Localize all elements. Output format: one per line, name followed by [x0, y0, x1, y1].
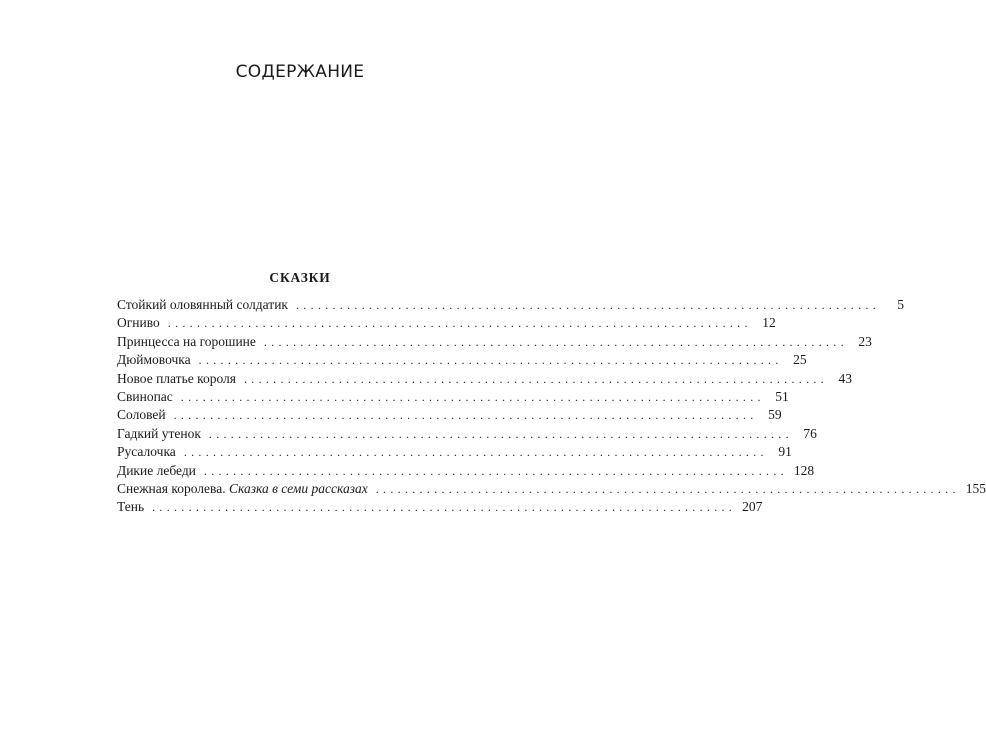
toc-dot-leader: ................................................................................ — [180, 389, 765, 404]
toc-entry-title: Дюймовочка — [117, 352, 191, 368]
toc-entry-page: 207 — [742, 499, 763, 515]
toc-entry — [117, 480, 986, 498]
toc-dot-leader: ................................................................................ — [243, 371, 828, 386]
toc-entry-page: 43 — [838, 370, 852, 386]
toc-dot-leader: ................................................................................ — [183, 445, 768, 460]
toc-entry — [117, 314, 776, 332]
toc-dot-leader: ................................................................................ — [296, 298, 880, 312]
toc-entry-page: 5 — [897, 297, 904, 312]
toc-entry-title: Стойкий оловянный солдатик — [117, 297, 288, 312]
toc-entry — [117, 296, 904, 314]
toc-entry-page: 51 — [775, 388, 789, 404]
toc-entry-title: Принцесса на горошине — [117, 333, 256, 349]
page-title: СОДЕРЖАНИЕ — [235, 62, 365, 82]
toc-entry-title: Свинопас — [117, 388, 173, 404]
toc-dot-leader: ................................................................................ — [173, 408, 758, 423]
toc-entry-page: 76 — [803, 425, 817, 441]
toc-entry — [117, 388, 789, 406]
toc-entry-subtitle: Сказка в семи рассказах — [228, 480, 368, 496]
toc-entry-page: 155 — [965, 480, 986, 496]
toc-entry-page: 23 — [858, 333, 872, 349]
toc-dot-leader: ................................................................................ — [203, 463, 788, 478]
toc-entry-title: Дикие лебеди — [117, 462, 196, 478]
toc-dot-leader: ................................................................................ — [263, 334, 848, 349]
toc-entry-page: 59 — [768, 407, 782, 423]
toc-entry-title: Снежная королева. Сказка в семи рассказах — [117, 480, 368, 496]
toc-dot-leader: ................................................................................ — [167, 316, 752, 331]
toc-entry-title: Соловей — [117, 407, 166, 423]
toc-entry — [117, 406, 782, 424]
toc-entry-title: Гадкий утенок — [117, 425, 201, 441]
toc-dot-leader: ................................................................................ — [375, 481, 960, 496]
toc-entry-page: 25 — [793, 352, 807, 368]
toc-entry-page: 12 — [762, 315, 776, 331]
toc-entry — [117, 333, 872, 351]
toc-entry-page: 128 — [793, 462, 815, 478]
toc-dot-leader: ................................................................................ — [198, 353, 783, 368]
toc-dot-leader: ................................................................................ — [152, 500, 737, 515]
toc-entry-title: Тень — [117, 499, 145, 515]
toc-entry — [117, 370, 852, 388]
toc-entry-page: 91 — [778, 444, 792, 460]
toc-entry — [117, 425, 817, 443]
section-title: СКАЗКИ — [269, 270, 331, 285]
toc-entry — [117, 462, 815, 480]
toc-entry-title: Огниво — [117, 315, 160, 331]
toc-dot-leader: ................................................................................ — [208, 426, 793, 441]
toc-entry-title: Русалочка — [117, 444, 176, 460]
table-of-contents — [117, 296, 986, 517]
toc-entry — [117, 498, 763, 516]
toc-entry-title: Новое платье короля — [117, 370, 236, 386]
toc-entry — [117, 443, 792, 461]
toc-entry — [117, 351, 807, 369]
